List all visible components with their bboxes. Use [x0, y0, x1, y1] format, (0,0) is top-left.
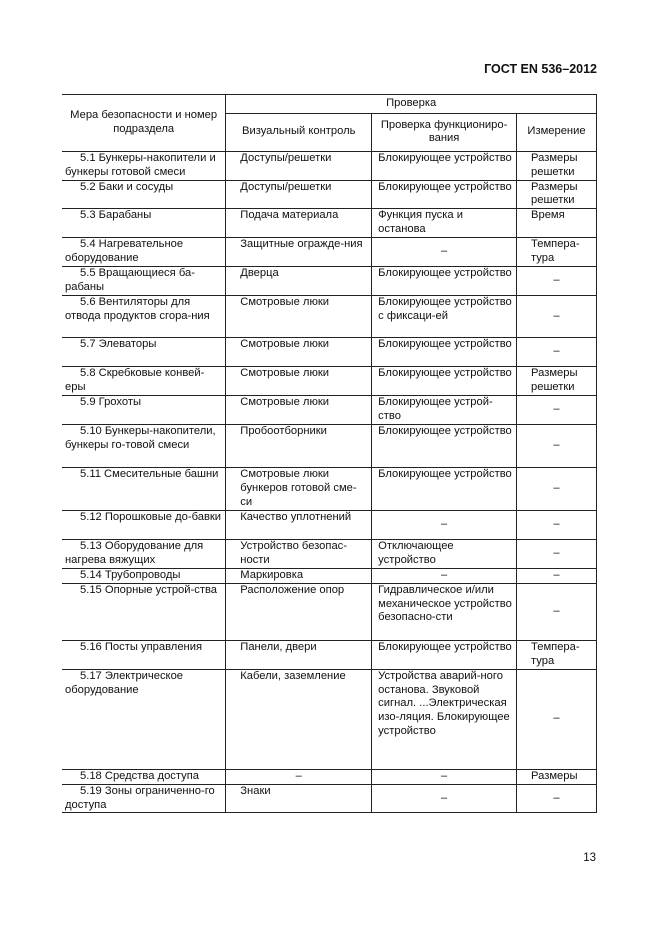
cell-measure: 5.17 Электрическое оборудование — [62, 669, 226, 769]
table-row — [62, 338, 597, 367]
cell-visual: Смотровые люки бункеров готовой сме-си — [226, 468, 372, 511]
table-row — [62, 583, 597, 640]
cell-visual: Доступы/решетки — [226, 180, 372, 209]
cell-measure: 5.19 Зоны ограниченно-го доступа — [62, 784, 226, 813]
cell-visual: Смотровые люки — [226, 296, 372, 338]
cell-functional: Устройства аварий-ного останова. Звуковой сигнал. ...Электрическая изо-ляция. Блокирующее устройство — [372, 669, 517, 769]
cell-measurement: Время — [517, 209, 597, 238]
cell-functional: Блокирующее устройство — [372, 267, 517, 296]
cell-visual: Дверца — [226, 267, 372, 296]
cell-measurement: Размеры решетки — [517, 152, 597, 181]
cell-functional: – — [372, 769, 517, 784]
table-row — [62, 769, 597, 784]
cell-functional: Блокирующее устройство — [372, 152, 517, 181]
cell-visual: Пробоотборники — [226, 425, 372, 468]
cell-functional: Блокирующее устройство с фиксаци-ей — [372, 296, 517, 338]
table-row — [62, 511, 597, 540]
table-row — [62, 296, 597, 338]
cell-measurement: – — [517, 468, 597, 511]
table-row — [62, 784, 597, 813]
table-row — [62, 425, 597, 468]
cell-functional: – — [372, 511, 517, 540]
cell-measure: 5.13 Оборудование для нагрева вяжущих — [62, 540, 226, 569]
cell-visual: Смотровые люки — [226, 338, 372, 367]
cell-measurement: – — [517, 425, 597, 468]
page-number: 13 — [583, 852, 596, 864]
cell-measurement: – — [517, 338, 597, 367]
cell-visual: – — [226, 769, 372, 784]
table-row — [62, 468, 597, 511]
cell-measurement: Размеры решетки — [517, 367, 597, 396]
table-row — [62, 367, 597, 396]
header-measure: Мера безопасности и номер подраздела — [62, 95, 226, 152]
cell-visual: Подача материала — [226, 209, 372, 238]
cell-measurement: Темпера-тура — [517, 238, 597, 267]
cell-visual: Устройство безопас-ности — [226, 540, 372, 569]
cell-measurement: – — [517, 267, 597, 296]
document-code: ГОСТ EN 536–2012 — [484, 62, 597, 76]
table-row — [62, 209, 597, 238]
cell-functional: – — [372, 784, 517, 813]
header-measurement: Измерение — [517, 113, 597, 151]
cell-measure: 5.1 Бункеры-накопители и бункеры готовой смеси — [62, 152, 226, 181]
cell-functional: Блокирующее устройство — [372, 338, 517, 367]
cell-measure: 5.4 Нагревательное оборудование — [62, 238, 226, 267]
cell-visual: Панели, двери — [226, 640, 372, 669]
cell-measure: 5.9 Грохоты — [62, 396, 226, 425]
header-visual: Визуальный контроль — [226, 113, 372, 151]
cell-measure: 5.12 Порошковые до-бавки — [62, 511, 226, 540]
cell-measurement: – — [517, 784, 597, 813]
table-row — [62, 568, 597, 583]
header-check-group: Проверка — [226, 95, 597, 114]
cell-functional: Блокирующее устройство — [372, 468, 517, 511]
cell-measure: 5.7 Элеваторы — [62, 338, 226, 367]
table-body — [62, 152, 597, 813]
cell-visual: Защитные огражде-ния — [226, 238, 372, 267]
cell-measure: 5.11 Смесительные башни — [62, 468, 226, 511]
cell-functional: Блокирующее устройство — [372, 425, 517, 468]
header-functional: Проверка функциониро-вания — [372, 113, 517, 151]
table-row — [62, 540, 597, 569]
table-row — [62, 152, 597, 181]
cell-visual: Смотровые люки — [226, 396, 372, 425]
cell-measure: 5.18 Средства доступа — [62, 769, 226, 784]
cell-measurement: – — [517, 296, 597, 338]
cell-functional: – — [372, 238, 517, 267]
table-row — [62, 238, 597, 267]
cell-measure: 5.2 Баки и сосуды — [62, 180, 226, 209]
cell-measurement: – — [517, 583, 597, 640]
cell-functional: Блокирующее устрой-ство — [372, 396, 517, 425]
table-row — [62, 267, 597, 296]
cell-measurement: – — [517, 511, 597, 540]
cell-measurement: Размеры решетки — [517, 180, 597, 209]
cell-functional: Гидравлическое и/или механическое устройство безопасно-сти — [372, 583, 517, 640]
cell-visual: Качество уплотнений — [226, 511, 372, 540]
cell-functional: Отключающее устройство — [372, 540, 517, 569]
cell-measurement: – — [517, 396, 597, 425]
cell-measurement: Темпера-тура — [517, 640, 597, 669]
cell-measure: 5.15 Опорные устрой-ства — [62, 583, 226, 640]
cell-functional: Блокирующее устройство — [372, 640, 517, 669]
cell-measure: 5.3 Барабаны — [62, 209, 226, 238]
safety-check-table — [62, 94, 597, 813]
table-row — [62, 180, 597, 209]
cell-measurement: – — [517, 540, 597, 569]
cell-functional: Блокирующее устройство — [372, 367, 517, 396]
cell-measure: 5.16 Посты управления — [62, 640, 226, 669]
cell-visual: Смотровые люки — [226, 367, 372, 396]
cell-functional: Блокирующее устройство — [372, 180, 517, 209]
cell-functional: Функция пуска и останова — [372, 209, 517, 238]
cell-visual: Знаки — [226, 784, 372, 813]
cell-visual: Маркировка — [226, 568, 372, 583]
cell-functional: – — [372, 568, 517, 583]
cell-measure: 5.14 Трубопроводы — [62, 568, 226, 583]
cell-measure: 5.5 Вращающиеся ба-рабаны — [62, 267, 226, 296]
table-row — [62, 640, 597, 669]
cell-measure: 5.8 Скребковые конвей-еры — [62, 367, 226, 396]
cell-measurement: – — [517, 669, 597, 769]
cell-measurement: Размеры — [517, 769, 597, 784]
cell-visual: Доступы/решетки — [226, 152, 372, 181]
cell-measure: 5.10 Бункеры-накопители, бункеры го-товой смеси — [62, 425, 226, 468]
cell-visual: Кабели, заземление — [226, 669, 372, 769]
cell-visual: Расположение опор — [226, 583, 372, 640]
table-row — [62, 396, 597, 425]
table-row — [62, 669, 597, 769]
cell-measure: 5.6 Вентиляторы для отвода продуктов сгора-ния — [62, 296, 226, 338]
cell-measurement: – — [517, 568, 597, 583]
